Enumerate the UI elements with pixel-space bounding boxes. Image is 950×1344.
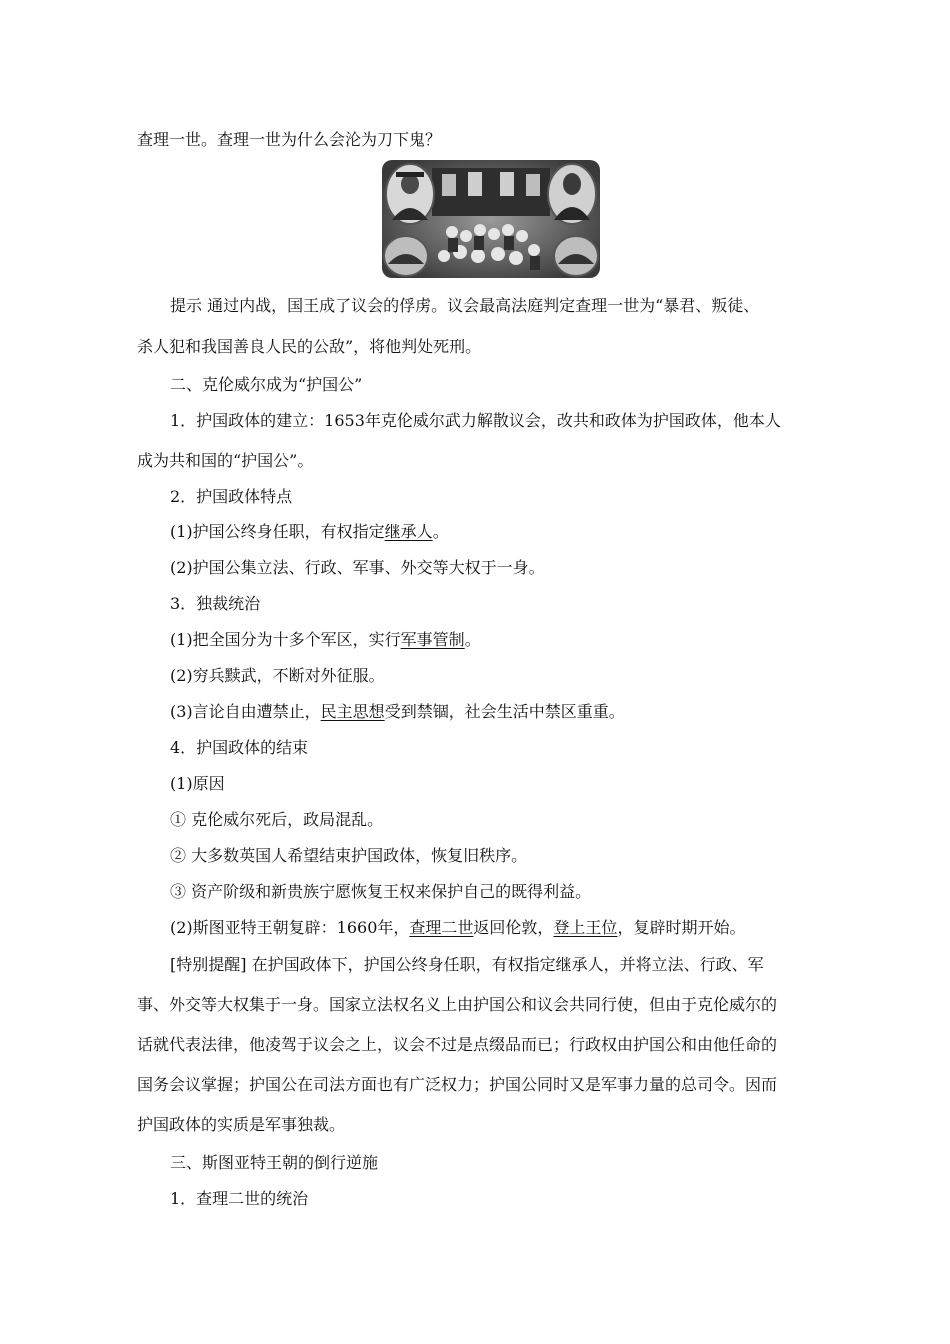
section-3-item-1: 1．查理二世的统治 bbox=[170, 1189, 309, 1208]
special-note-line-3: 话就代表法律，他凌驾于议会之上，议会不过是点缀品而已；行政权由护国公和由他任命的 bbox=[137, 1035, 778, 1054]
text-segment: 受到禁锢，社会生活中禁区重重。 bbox=[384, 702, 625, 721]
underlined-term: 查理二世 bbox=[409, 918, 474, 937]
item-2-point-2: (2)护国公集立法、行政、军事、外交等大权于一身。 bbox=[170, 558, 545, 577]
underlined-term: 军事管制 bbox=[400, 630, 465, 649]
restoration-line bbox=[170, 918, 745, 938]
hint-paragraph-line-2: 杀人犯和我国善良人民的公敌”，将他判处死刑。 bbox=[137, 337, 482, 356]
special-note-line-4: 国务会议掌握；护国公在司法方面也有广泛权力；护国公同时又是军事力量的总司令。因而 bbox=[137, 1075, 778, 1094]
item-3-point-3 bbox=[170, 702, 625, 722]
text-segment: ，复辟时期开始。 bbox=[617, 918, 746, 937]
reason-2: ② 大多数英国人希望结束护国政体，恢复旧秩序。 bbox=[170, 846, 528, 865]
text-segment: 。 bbox=[432, 522, 449, 541]
text-segment: (2)斯图亚特王朝复辟：1660年， bbox=[170, 918, 410, 937]
section-heading-3: 三、斯图亚特王朝的倒行逆施 bbox=[170, 1153, 379, 1172]
item-3-heading: 3．独裁统治 bbox=[170, 594, 261, 613]
text-segment: (1)把全国分为十多个军区，实行 bbox=[170, 630, 401, 649]
item-1-line-1: 1．护国政体的建立：1653年克伦威尔武力解散议会，改共和政体为护国政体，他本人 bbox=[170, 411, 781, 430]
item-3-point-1 bbox=[170, 630, 481, 650]
item-4-reason-heading: (1)原因 bbox=[170, 774, 225, 793]
item-1-line-2: 成为共和国的“护国公”。 bbox=[137, 451, 314, 470]
underlined-term: 民主思想 bbox=[320, 702, 385, 721]
item-2-heading: 2．护国政体特点 bbox=[170, 487, 293, 506]
item-2-point-1 bbox=[170, 522, 449, 542]
text-segment: (3)言论自由遭禁止， bbox=[170, 702, 321, 721]
special-note-line-2: 事、外交等大权集于一身。国家立法权名义上由护国公和议会共同行使，但由于克伦威尔的 bbox=[137, 995, 778, 1014]
intro-question-line: 查理一世。查理一世为什么会沦为刀下鬼？ bbox=[137, 130, 442, 149]
special-note-line-1: [特别提醒] 在护国政体下，护国公终身任职，有权指定继承人，并将立法、行政、军 bbox=[170, 955, 764, 974]
reason-1: ① 克伦威尔死后，政局混乱。 bbox=[170, 810, 384, 829]
text-segment: 。 bbox=[464, 630, 481, 649]
hint-paragraph-line-1: 提示 通过内战，国王成了议会的俘虏。议会最高法庭判定查理一世为“暴君、叛徒、 bbox=[170, 296, 760, 315]
item-4-heading: 4．护国政体的结束 bbox=[170, 738, 309, 757]
text-segment: 返回伦敦， bbox=[473, 918, 554, 937]
special-note-line-5: 护国政体的实质是军事独裁。 bbox=[137, 1115, 346, 1134]
underlined-term: 继承人 bbox=[384, 522, 433, 541]
reason-3: ③ 资产阶级和新贵族宁愿恢复王权来保护自己的既得利益。 bbox=[170, 882, 592, 901]
execution-illustration bbox=[382, 160, 600, 278]
underlined-term: 登上王位 bbox=[553, 918, 618, 937]
item-3-point-2: (2)穷兵黩武，不断对外征服。 bbox=[170, 666, 385, 685]
text-segment: (1)护国公终身任职，有权指定 bbox=[170, 522, 385, 541]
section-heading-2: 二、克伦威尔成为“护国公” bbox=[170, 375, 363, 394]
